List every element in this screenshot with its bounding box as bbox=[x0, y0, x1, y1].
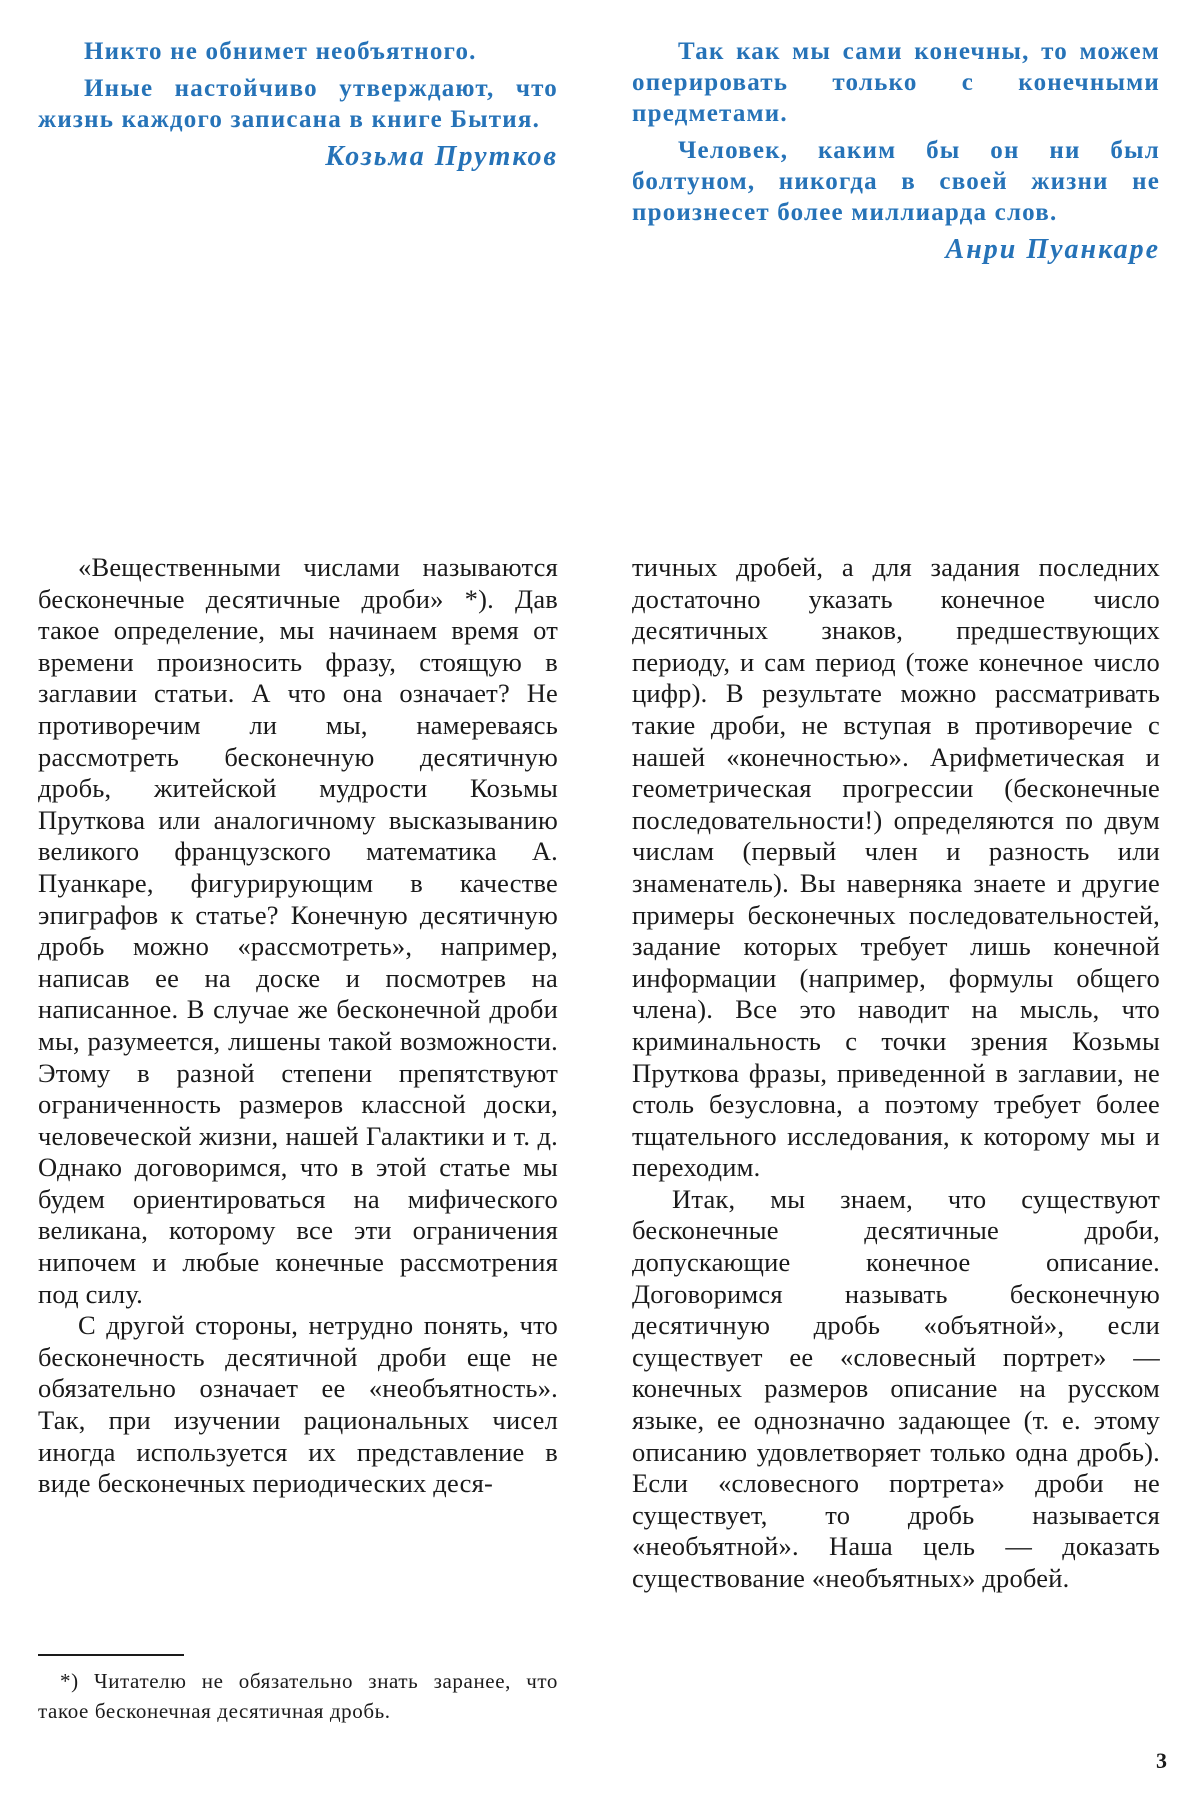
epigraph-line: Никто не обнимет необъятного. bbox=[84, 38, 477, 65]
epigraph-line: Человек, каким бы он ни был болтуном, никогда в своей жизни не произнесет более миллиарда слов. bbox=[632, 137, 1160, 226]
epigraph-author: Анри Пуанкаре bbox=[945, 234, 1160, 265]
body-paragraph: Итак, мы знаем, что существуют бесконечные десятичные дроби, допускающие конечное описание. Договоримся называть бесконечную десятичную дробь «объятной», если существует ее «словесный портрет» — конечных размеров описание на русском языке, ее однозначно задающее (т. е. этому описанию удовлетворяет только одна дробь). Если «словесного портрета» дроби не существует, то дробь называется «необъятной». Наша цель — доказать существование «необъятных» дробей. bbox=[632, 1183, 1160, 1593]
body-paragraph: «Вещественными числами называются бесконечные десятичные дроби» *). Дав такое определение, мы начинаем время от времени произносить фразу, стоящую в заглавии статьи. А что она означает? Не противоречим ли мы, намереваясь рассмотреть бесконечную десятичную дробь, житейской мудрости Козьмы Пруткова или аналогичному высказыванию великого французского математика А. Пуанкаре, фигурирующим в качестве эпиграфов к статье? Конечную десятичную дробь можно «рассмотреть», например, написав ее на доске и посмотрев на написанное. В случае же бесконечной дроби мы, разумеется, лишены такой возможности. Этому в разной степени препятствуют ограниченность размеров классной доски, человеческой жизни, нашей Галактики и т. д. Однако договоримся, что в этой статье мы будем ориентироваться на мифического великана, которому все эти ограничения нипочем и любые конечные рассмотрения под силу. bbox=[38, 552, 558, 1309]
body-paragraph: С другой стороны, нетрудно понять, что бесконечность десятичной дроби еще не обязательно означает ее «необъятность». Так, при изучении рациональных чисел иногда используется их представление в виде бесконечных периодических деся- bbox=[38, 1310, 558, 1499]
epigraph-poincare bbox=[632, 36, 1160, 271]
epigraph-line: Так как мы сами конечны, то можем оперировать только с конечными предметами. bbox=[632, 38, 1160, 127]
body-column-left bbox=[38, 552, 558, 1500]
footnote-rule bbox=[38, 1654, 184, 1656]
epigraph-prutkov bbox=[38, 36, 558, 178]
page-number: 3 bbox=[1156, 1748, 1167, 1773]
body-column-right bbox=[632, 552, 1160, 1595]
body-paragraph-continued: тичных дробей, а для задания последних достаточно указать конечное число десятичных знаков, предшествующих периоду, и сам период (тоже конечное число цифр). В результате можно рассматривать такие дроби, не вступая в противоречие с нашей «конечностью». Арифметическая и геометрическая прогрессии (бесконечные последовательности!) определяются по двум числам (первый член и разность или знаменатель). Вы наверняка знаете и другие примеры бесконечных последовательностей, задание которых требует лишь конечной информации (например, формулы общего члена). Все это наводит на мысль, что криминальность с точки зрения Козьмы Пруткова фразы, приведенной в заглавии, не столь безусловна, а поэтому требует более тщательного исследования, к которому мы и переходим. bbox=[632, 552, 1160, 1183]
epigraph-author: Козьма Прутков bbox=[325, 141, 558, 172]
footnote bbox=[38, 1666, 558, 1726]
epigraph-line: Иные настойчиво утверждают, что жизнь каждого записана в книге Бытия. bbox=[38, 75, 558, 133]
footnote-text: *) Читателю не обязательно знать заранее, что такое бесконечная десятичная дробь. bbox=[38, 1669, 558, 1723]
